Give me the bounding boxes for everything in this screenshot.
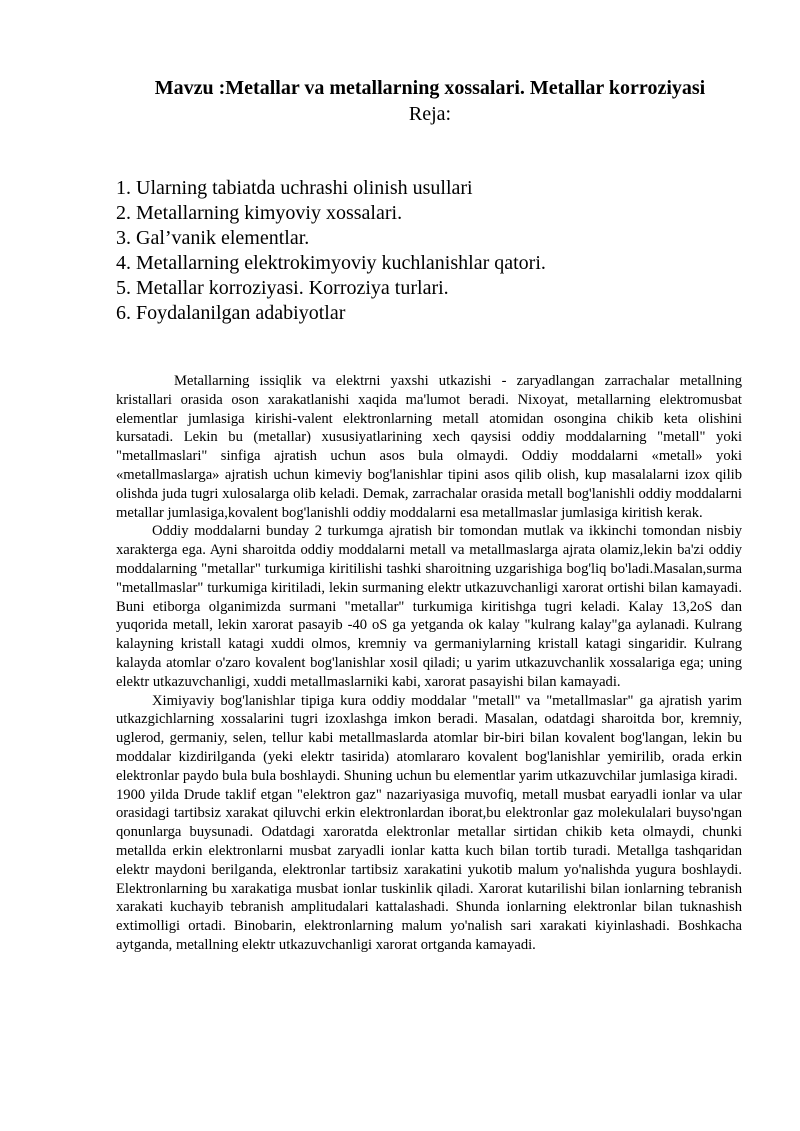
plan-item: 2. Metallarning kimyoviy xossalari. <box>116 202 403 224</box>
body-paragraph: 1900 yilda Drude taklif etgan "elektron gaz" nazariyasiga muvofiq, metall musbat earyadli ionlar va ular orasidagi tartibsiz xarakat qiluvchi erkin elektronlardan iborat,bu elektronlar gaz molekulalari buyso'ngan qonunlarga buysunadi. Odatdagi xaroratda elektronlar metallar sirtidan chikib keta olmaydi, chunki metallda erkin elektronlarni musbat zaryadli ionlar katta kuch bilan tortib turadi. Metallga tashqaridan elektr maydoni berilganda, elektronlar tartibsiz xarakatini yukotib malum yo'nalishda yugura boshlaydi. Elektronlarning bu xarakatiga musbat ionlar tuskinlik qiladi. Xarorat kutarilishi bilan ionlarning tebranish xarakati kuchayib tebranish amplitudalari kattalashadi. Shunda ionlarning elektronlar bilan tuknashish extimolligi ortadi. Binobarin, elektronlarning malum yo'nalish sari xarakati kiyinlashadi. Boshkacha aytganda, metallning elektr utkazuvchanligi xarorat ortganda kamayadi. <box>116 786 742 953</box>
body-paragraph: Oddiy moddalarni bunday 2 turkumga ajratish bir tomondan mutlak va ikkinchi tomondan nisbiy xarakterga ega. Ayni sharoitda oddiy moddalarni metall va metallmaslarga ajrata olamiz,lekin ba'zi oddiy moddalarning "metallar" turkumiga kiritilishi tashki sharoitning uzgarishiga bog'liq bo'ladi.Masalan,surma "metallmaslar" turkumiga kiritiladi, lekin surmaning elektr utkazuvchanligi xarorat ortishi bilan kamayadi. Buni etiborga olganimizda surmani "metallar" turkumiga kiritishga tugri keladi. Kalay 13,2oS dan yuqorida metall, lekin xarorat pasayib -40 oS ga yetganda ok kalay "kulrang kalay"ga aylanadi. Kulrang kalayning kristall katagi xuddi olmos, kremniy va germaniylarning kristall katagi singaridir. Kulrang kalayda atomlar o'zaro kovalent bog'lanishlar xosil qiladi; u yarim utkazuvchanlik xossalariga ega; uning elektr utkazuvchanligi, xuddi metallmaslarniki kabi, xarorat pasayishi bilan kamayadi. <box>116 523 742 690</box>
plan-item: 3. Gal’vanik elementlar. <box>116 227 310 249</box>
plan-heading: Reja: <box>408 103 452 125</box>
body-paragraph: Ximiyaviy bog'lanishlar tipiga kura oddiy moddalar "metall" va "metallmaslar" ga ajratish yarim utkazgichlarning xossalarini tugri izoxlashga imkon beradi. Masalan, odatdagi sharoitda bor, kremniy, uglerod, germaniy, selen, tellur kabi metallmaslarda atomlar bir-biri bilan kovalent bog'langan, lekin bu moddalar kizdirilganda (yeki elektr tasirida) atomlararo kovalent bog'lanishlar yemirilib, orada erkin elektronlar paydo bula bula boshlaydi. Shuning uchun bu elementlar yarim utkazuvchilar jumlasiga kiradi. <box>116 692 742 784</box>
body-paragraph: Metallarning issiqlik va elektrni yaxshi utkazishi - zaryadlangan zarrachalar metallning kristallari orasida oson xarakatlanishi xaqida ma'lumot beradi. Nixoyat, metallarning elektromusbat elementlar jumlasiga kirishi-valent elektronlarning metall atomidan osongina chikib keta olishini kursatadi. Lekin bu (metallar) xususiyatlarining xech qaysisi oddiy moddalarning "metall" yoki "metallmaslari" sinfiga ajratish uchun asos bula olmaydi. Oddiy moddalarni «metall» yoki «metallmaslarga» ajratish uchun kimeviy bog'lanishlar tipini asos qilib olish, kup masalalarni izox qilib olishda juda tugri xulosalarga olib keladi. Demak, zarrachalar orasida metall bog'lanishli oddiy moddalarni metallar jumlasiga,kovalent bog'lanishli oddiy moddalarni esa metallmaslar jumlasiga kiritish kerak. <box>116 373 742 521</box>
plan-list <box>116 176 766 326</box>
plan-item: 5. Metallar korroziyasi. Korroziya turlari. <box>116 277 449 299</box>
plan-item: 1. Ularning tabiatda uchrashi olinish usullari <box>116 177 473 199</box>
document-body <box>116 372 742 955</box>
plan-item: 6. Foydalanilgan adabiyotlar <box>116 302 346 324</box>
document-title: Mavzu :Metallar va metallarning xossalari. Metallar korroziyasi <box>154 77 706 99</box>
plan-item: 4. Metallarning elektrokimyoviy kuchlanishlar qatori. <box>116 252 546 274</box>
